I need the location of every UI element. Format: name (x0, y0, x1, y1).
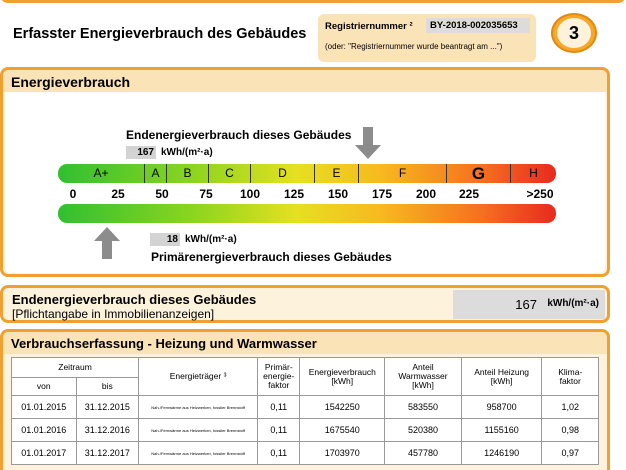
end-energy-summary (0, 285, 610, 323)
cell-verbrauch: 1703970 (300, 442, 385, 465)
header-anteil-heizung: Anteil Heizung [kWh] (461, 358, 542, 396)
energy-class-c: C (208, 164, 250, 183)
primary-energy-arrow-up-icon (94, 227, 120, 259)
end-energy-arrow-down-icon (355, 127, 381, 159)
cell-ww: 583550 (385, 396, 462, 419)
cell-ww: 520380 (385, 419, 462, 442)
cell-bis: 31.12.2017 (76, 442, 139, 465)
energy-class-bar (58, 164, 556, 183)
consumption-section (0, 329, 610, 470)
registration-number: BY-2018-002035653 (426, 18, 530, 33)
energy-scale-bar (58, 204, 556, 223)
header-von: von (12, 378, 77, 396)
cell-heizung: 958700 (461, 396, 542, 419)
primary-energy-value: 18 (150, 233, 180, 246)
header-anteil-warmwasser: Anteil Warmwasser [kWh] (385, 358, 462, 396)
energy-class-b: B (166, 164, 208, 183)
consumption-title-bar (3, 332, 607, 354)
cell-faktor: 0,11 (258, 396, 300, 419)
cell-ww: 457780 (385, 442, 462, 465)
cell-von: 01.01.2015 (12, 396, 77, 419)
consumption-title: Verbrauchserfassung - Heizung und Warmwasser (11, 336, 317, 351)
header-energietraeger: Energieträger ³ (139, 358, 258, 396)
energy-scale-panel (5, 92, 605, 273)
primary-energy-label: Primärenergieverbrauch dieses Gebäudes (151, 250, 392, 264)
header-zeitraum: Zeitraum (12, 358, 139, 378)
energy-class-a: A (144, 164, 166, 183)
scale-tick-1: 25 (111, 187, 125, 201)
summary-value: 167 (515, 297, 537, 312)
page-number: 3 (557, 18, 591, 48)
registration-note: (oder: "Registriernummer wurde beantragt am ...") (325, 42, 503, 51)
scale-tick-3: 75 (199, 187, 213, 201)
energy-class-h: H (510, 164, 556, 183)
summary-unit: kWh/(m²·a) (547, 298, 599, 309)
summary-subtitle: [Pflichtangabe in Immobilienanzeigen] (12, 307, 215, 321)
registration-label: Registriernummer ² (325, 21, 413, 32)
consumption-rows (12, 396, 599, 465)
energy-class-f: F (358, 164, 446, 183)
cell-bis: 31.12.2016 (76, 419, 139, 442)
primary-energy-unit: kWh/(m²·a) (185, 234, 237, 245)
energy-class-d: D (250, 164, 314, 183)
scale-tick-4: 100 (239, 187, 261, 201)
cell-faktor: 0,11 (258, 419, 300, 442)
page-title: Erfasster Energieverbrauch des Gebäudes (13, 26, 307, 42)
table-row (12, 396, 599, 419)
energy-class-a-plus: A+ (93, 166, 109, 180)
page-number-badge (551, 13, 597, 53)
energy-section-title: Energieverbrauch (11, 74, 131, 90)
header-primaerfaktor: Primär- energie- faktor (258, 358, 300, 396)
scale-tick-7: 175 (371, 187, 393, 201)
end-energy-unit: kWh/(m²·a) (161, 147, 213, 158)
header-bis: bis (76, 378, 139, 396)
registration-block (318, 14, 536, 62)
consumption-table (11, 357, 599, 465)
cell-klima: 0,97 (542, 442, 599, 465)
cell-klima: 0,98 (542, 419, 599, 442)
scale-tick-2: 50 (155, 187, 169, 201)
summary-title: Endenergieverbrauch dieses Gebäudes (12, 292, 257, 307)
header-energieverbrauch: Energieverbrauch [kWh] (300, 358, 385, 396)
cell-traeger: Nah-/Fernwärme aus Heizwerken, fossiler Brennstoff (139, 396, 258, 419)
energy-section (0, 67, 610, 277)
end-energy-value: 167 (126, 146, 156, 159)
cell-verbrauch: 1675540 (300, 419, 385, 442)
page-header (0, 11, 626, 58)
scale-tick-10: >250 (526, 187, 554, 201)
cell-traeger: Nah-/Fernwärme aus Heizwerken, fossiler Brennstoff (139, 419, 258, 442)
cell-heizung: 1155160 (461, 419, 542, 442)
energy-title-bar (3, 70, 607, 92)
cell-verbrauch: 1542250 (300, 396, 385, 419)
header-klimafaktor: Klima- faktor (542, 358, 599, 396)
cell-von: 01.01.2016 (12, 419, 77, 442)
scale-tick-6: 150 (327, 187, 349, 201)
cell-klima: 1,02 (542, 396, 599, 419)
table-row (12, 419, 599, 442)
scale-tick-8: 200 (415, 187, 437, 201)
cell-bis: 31.12.2015 (76, 396, 139, 419)
table-row (12, 442, 599, 465)
scale-tick-9: 225 (458, 187, 480, 201)
cell-heizung: 1246190 (461, 442, 542, 465)
scale-tick-0: 0 (69, 187, 77, 201)
cell-traeger: Nah-/Fernwärme aus Heizwerken, fossiler Brennstoff (139, 442, 258, 465)
energy-class-e: E (314, 164, 358, 183)
cell-faktor: 0,11 (258, 442, 300, 465)
summary-value-box (453, 290, 605, 319)
energy-class-g: G (446, 164, 510, 183)
end-energy-label: Endenergieverbrauch dieses Gebäudes (126, 128, 352, 142)
previous-section-edge (0, 0, 626, 3)
scale-tick-5: 125 (283, 187, 305, 201)
cell-von: 01.01.2017 (12, 442, 77, 465)
